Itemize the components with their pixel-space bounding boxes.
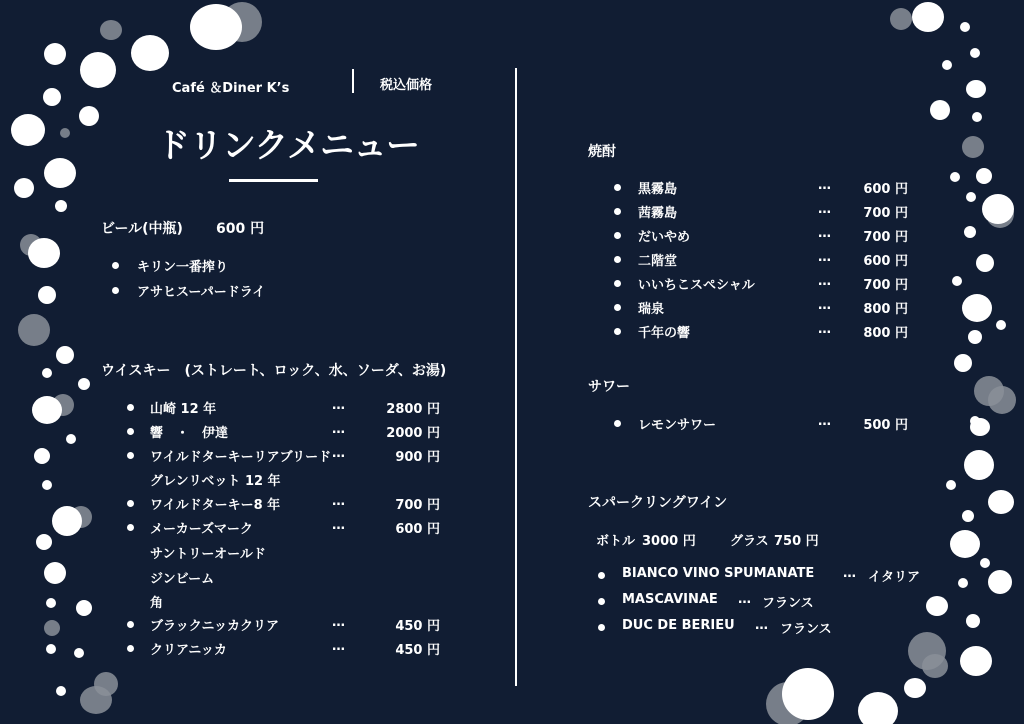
price: 900 円: [395, 450, 440, 465]
leader-dots: …: [738, 592, 751, 607]
list-item: 角: [150, 596, 164, 611]
bullet-icon: [614, 304, 621, 311]
price: 2800 円: [386, 402, 440, 417]
list-item: ブラックニッカクリア: [150, 619, 279, 634]
header-divider: [352, 69, 354, 93]
origin: フランス: [762, 596, 814, 611]
price: 2000 円: [386, 426, 440, 441]
bullet-icon: [614, 328, 621, 335]
list-item: だいやめ: [638, 230, 691, 245]
price: 700 円: [863, 230, 908, 245]
price: 800 円: [863, 302, 908, 317]
list-item: 茜霧島: [638, 206, 678, 221]
glass-label: グラス: [730, 534, 769, 549]
list-item: ワイルドターキーリアブリード: [150, 450, 332, 465]
price: 450 円: [395, 619, 440, 634]
price: 700 円: [863, 206, 908, 221]
leader-dots: …: [818, 322, 831, 337]
list-item: サントリーオールド: [150, 547, 266, 562]
leader-dots: …: [332, 398, 345, 413]
list-item: 二階堂: [638, 254, 678, 269]
price: 700 円: [863, 278, 908, 293]
price: 800 円: [863, 326, 908, 341]
list-item: レモンサワー: [638, 418, 717, 433]
bullet-icon: [598, 624, 605, 631]
leader-dots: …: [332, 639, 345, 654]
list-item: 千年の響: [638, 326, 691, 341]
leader-dots: …: [332, 518, 345, 533]
bullet-icon: [127, 452, 134, 459]
price: 600 円: [863, 182, 908, 197]
price: 450 円: [395, 643, 440, 658]
list-item: メーカーズマーク: [150, 522, 253, 537]
list-item: DUC DE BERIEU: [622, 618, 735, 633]
leader-dots: …: [818, 274, 831, 289]
bullet-icon: [127, 621, 134, 628]
leader-dots: …: [332, 615, 345, 630]
leader-dots: …: [332, 494, 345, 509]
leader-dots: …: [843, 566, 856, 581]
leader-dots: …: [332, 422, 345, 437]
list-item: アサヒスーパードライ: [137, 285, 266, 300]
bullet-icon: [127, 500, 134, 507]
list-item: グレンリベット 12 年: [150, 474, 281, 489]
column-divider: [515, 68, 517, 686]
leader-dots: …: [818, 226, 831, 241]
list-item: 響 ・ 伊達: [150, 426, 229, 441]
price: 500 円: [863, 418, 908, 433]
bullet-icon: [127, 428, 134, 435]
title-underline: [229, 179, 318, 182]
price: 600 円: [395, 522, 440, 537]
list-item: ジンビーム: [150, 572, 215, 587]
bullet-icon: [598, 572, 605, 579]
bullet-icon: [614, 420, 621, 427]
list-item: BIANCO VINO SPUMANATE: [622, 566, 815, 581]
bullet-icon: [598, 598, 605, 605]
list-item: MASCAVINAE: [622, 592, 718, 607]
leader-dots: …: [818, 250, 831, 265]
origin: イタリア: [868, 570, 921, 585]
leader-dots: …: [818, 298, 831, 313]
page-title: ドリンクメニュー: [156, 126, 419, 166]
leader-dots: …: [818, 414, 831, 429]
bullet-icon: [127, 645, 134, 652]
bullet-icon: [127, 404, 134, 411]
list-item: 山崎 12 年: [150, 402, 217, 417]
price: 700 円: [395, 498, 440, 513]
list-item: クリアニッカ: [150, 643, 227, 658]
shochu-heading: 焼酎: [588, 144, 616, 160]
price: 600 円: [863, 254, 908, 269]
leader-dots: …: [818, 178, 831, 193]
beer-price: 600 円: [216, 221, 265, 237]
list-item: キリン一番搾り: [137, 260, 229, 275]
origin: フランス: [780, 622, 832, 637]
list-item: ワイルドターキー8 年: [150, 498, 281, 513]
leader-dots: …: [818, 202, 831, 217]
glass-price: 750 円: [774, 534, 819, 549]
bottle-label: ボトル: [596, 534, 636, 549]
bullet-icon: [127, 524, 134, 531]
leader-dots: …: [755, 618, 768, 633]
bullet-icon: [614, 280, 621, 287]
list-item: 瑞泉: [638, 302, 665, 317]
bullet-icon: [112, 287, 119, 294]
bullet-icon: [614, 256, 621, 263]
bottle-price: 3000 円: [642, 534, 696, 549]
whisky-heading: ウイスキー (ストレート、ロック、水、ソーダ、お湯): [101, 363, 447, 379]
bullet-icon: [614, 184, 621, 191]
bullet-icon: [614, 232, 621, 239]
list-item: 黒霧島: [638, 182, 678, 197]
cafe-name: Café ＆Diner K’s: [172, 81, 290, 96]
leader-dots: …: [332, 446, 345, 461]
sparkling-heading: スパークリングワイン: [588, 495, 728, 511]
bullet-icon: [112, 262, 119, 269]
list-item: いいちこスペシャル: [638, 278, 755, 293]
tax-note: 税込価格: [380, 78, 433, 93]
sour-heading: サワー: [588, 379, 630, 395]
bullet-icon: [614, 208, 621, 215]
beer-heading: ビール(中瓶): [101, 221, 183, 237]
